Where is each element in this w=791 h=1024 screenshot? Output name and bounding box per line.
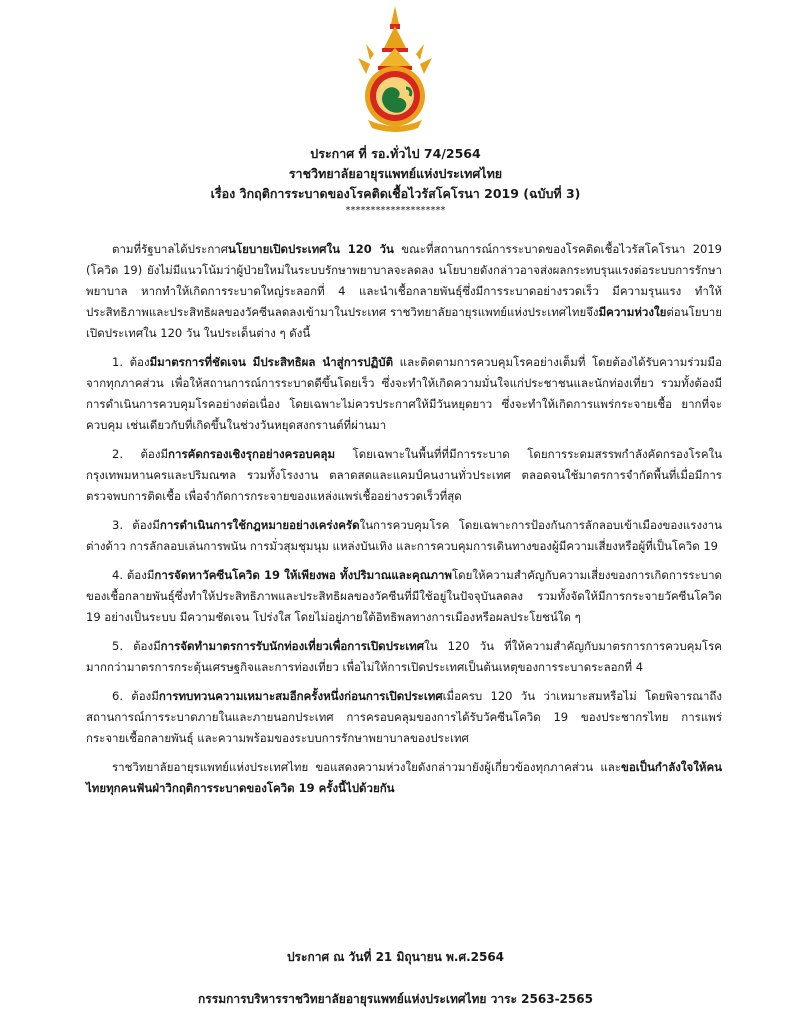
- item-6: [86, 686, 722, 749]
- closing-bold: ขอเป็นกำลังใจให้คนไทยทุกคนฟันฝ่าวิกฤติการระบาดของโควิด 19 ครั้งนี้ไปด้วยกัน: [86, 760, 722, 795]
- signatory-committee: กรรมการบริหารราชวิทยาลัยอายุรแพทย์แห่งประเทศไทย วาระ 2563-2565: [198, 992, 593, 1006]
- item-text: ต้องมี: [133, 639, 161, 653]
- item-text: โดยให้ความสำคัญกับความเสี่ยงของการเกิดการระบาดของเชื้อกลายพันธุ์ซึ่งทำให้ประสิทธิภาพและประสิทธิผลของวัคซีนที่มีใช้อยู่ในปัจจุบันลดลง รวมทั้งจัดให้มีการกระจายวัคซีนโควิด 19 อย่างเป็นระบบ มีความชัดเจน โปร่งใส โดยไม่อยู่ภายใต้อิทธิพลทางการเมืองหรือผลประโยชน์ใด ๆ: [86, 568, 722, 624]
- item-number: 4.: [112, 568, 127, 582]
- item-1: [86, 352, 722, 436]
- announcement-body: [86, 239, 722, 799]
- item-text: ต้องมี: [126, 568, 155, 582]
- intro-paragraph: [86, 239, 722, 344]
- item-text: ต้องมี: [132, 518, 160, 532]
- item-text: เมื่อครบ 120 วัน ว่าเหมาะสมหรือไม่ โดยพิจารณาถึงสถานการณ์การระบาดภายในและภายนอกประเทศ การครอบคลุมของการได้รับวัคซีนโควิด 19 ของประชากรไทย การแพร่กระจายเชื้อกลายพันธุ์ และความพร้อมของระบบการรักษาพยาบาลของประเทศ: [86, 689, 722, 745]
- intro-text-3: ต่อนโยบายเปิดประเทศใน 120 วัน ในประเด็นต่าง ๆ ดังนี้: [86, 305, 722, 340]
- item-bold: มีมาตรการที่ชัดเจน มีประสิทธิผล นำสู่การปฏิบัติ: [149, 355, 394, 369]
- intro-text-2: ขณะที่สถานการณ์การระบาดของโรคติดเชื้อไวรัสโคโรนา 2019 (โควิด 19) ยังไม่มีแนวโน้มว่าผู้ป่วยใหม่ในระบบรักษาพยาบาลจะลดลง นโยบายดังกล่าวอาจส่งผลกระทบรุนแรงต่อระบบการรักษาพยาบาล หากทำให้เกิดการระบาดใหญ่ระลอกที่ 4 และนำเชื้อกลายพันธุ์ซึ่งมีการระบาดอย่างรวดเร็ว มีความรุนแรง ทำให้ประสิทธิภาพและประสิทธิผลของวัคซีนลดลงเข้ามาในประเทศ ราชวิทยาลัยอายุรแพทย์แห่งประเทศไทยจึง: [86, 242, 722, 319]
- announcement-date: ประกาศ ณ วันที่ 21 มิถุนายน พ.ศ.2564: [286, 950, 505, 964]
- item-bold: การจัดทำมาตรการรับนักท่องเที่ยวเพื่อการเปิดประเทศ: [160, 639, 425, 653]
- item-2: [86, 444, 722, 507]
- item-3: [86, 515, 722, 557]
- item-text: โดยเฉพาะในพื้นที่ที่มีการระบาด โดยการระดมสรรพกำลังคัดกรองโรคในกรุงเทพมหานครและปริมณฑล รวมทั้งโรงงาน ตลาดสดและแคมป์คนงานทั่วประเทศ ตลอดจนใช้มาตรการจำกัดพื้นที่เมื่อมีการตรวจพบการติดเชื้อ เพื่อจำกัดการกระจายของแหล่งแพร่เชื้ออย่างรวดเร็วที่สุด: [86, 447, 722, 503]
- intro-text-1: ตามที่รัฐบาลได้ประกาศ: [112, 242, 229, 256]
- announcement-number: ประกาศ ที่ รอ.ทั่วไป 74/2564: [310, 146, 481, 161]
- royal-college-emblem-icon: [346, 4, 444, 132]
- item-bold: การจัดหาวัคซีนโควิด 19 ให้เพียงพอ ทั้งปริมาณและคุณภาพ: [154, 568, 452, 582]
- item-text: ใน 120 วัน ที่ให้ความสำคัญกับมาตรการการควบคุมโรคมากกว่ามาตรการกระตุ้นเศรษฐกิจและการท่องเที่ยว เพื่อไม่ให้การเปิดประเทศเป็นต้นเหตุของการระบาดระลอกที่ 4: [86, 639, 722, 674]
- item-number: 2.: [112, 447, 141, 461]
- item-text: ต้องมี: [140, 447, 169, 461]
- closing-paragraph: [86, 757, 722, 799]
- intro-bold-2: มีความห่วงใย: [598, 305, 667, 319]
- intro-bold-1: นโยบายเปิดประเทศใน 120 วัน: [228, 242, 394, 256]
- item-text: ต้องมี: [131, 689, 159, 703]
- announcement-subject: เรื่อง วิกฤติการระบาดของโรคติดเชื้อไวรัสโคโรนา 2019 (ฉบับที่ 3): [210, 186, 581, 201]
- item-text: และติดตามการควบคุมโรคอย่างเต็มที่ โดยต้องได้รับความร่วมมือจากทุกภาคส่วน เพื่อให้สถานการณ์การระบาดดีขึ้นโดยเร็ว ซึ่งจะทำให้เกิดความมั่นใจแก่ประชาชนและนักท่องเที่ยว รวมทั้งต้องมีการดำเนินการควบคุมโรคอย่างต่อเนื่อง โดยเฉพาะไม่ควรประกาศให้มีวันหยุดยาว ซึ่งจะทำให้เกิดการแพร่กระจายเชื้อ ยากที่จะควบคุม เช่นเดียวกับที่เกิดขึ้นในช่วงวันหยุดสงกรานต์ที่ผ่านมา: [86, 355, 722, 432]
- item-number: 6.: [112, 689, 132, 703]
- item-4: [86, 565, 722, 628]
- item-text: ในการควบคุมโรค โดยเฉพาะการป้องกันการลักลอบเข้าเมืองของแรงงานต่างด้าว การลักลอบเล่นการพนัน การมั่วสุมชุมนุม แหล่งบันเทิง และการควบคุมการเดินทางของผู้มีความเสี่ยงหรือผู้ที่เป็นโควิด 19: [86, 518, 722, 553]
- closing-text: ราชวิทยาลัยอายุรแพทย์แห่งประเทศไทย ขอแสดงความห่วงใยดังกล่าวมายังผู้เกี่ยวข้องทุกภาคส่วน และ: [112, 760, 621, 774]
- separator-stars: ********************: [345, 205, 446, 216]
- item-bold: การดำเนินการใช้กฎหมายอย่างเคร่งครัด: [159, 518, 360, 532]
- announcement-header: [0, 144, 791, 218]
- item-number: 1.: [112, 355, 130, 369]
- item-5: [86, 636, 722, 678]
- item-bold: การทบทวนความเหมาะสมอีกครั้งหนึ่งก่อนการเปิดประเทศ: [158, 689, 443, 703]
- item-number: 5.: [112, 639, 134, 653]
- item-text: ต้อง: [129, 355, 150, 369]
- item-bold: การคัดกรองเชิงรุกอย่างครอบคลุม: [168, 447, 336, 461]
- item-number: 3.: [112, 518, 133, 532]
- organization-name: ราชวิทยาลัยอายุรแพทย์แห่งประเทศไทย: [288, 166, 503, 181]
